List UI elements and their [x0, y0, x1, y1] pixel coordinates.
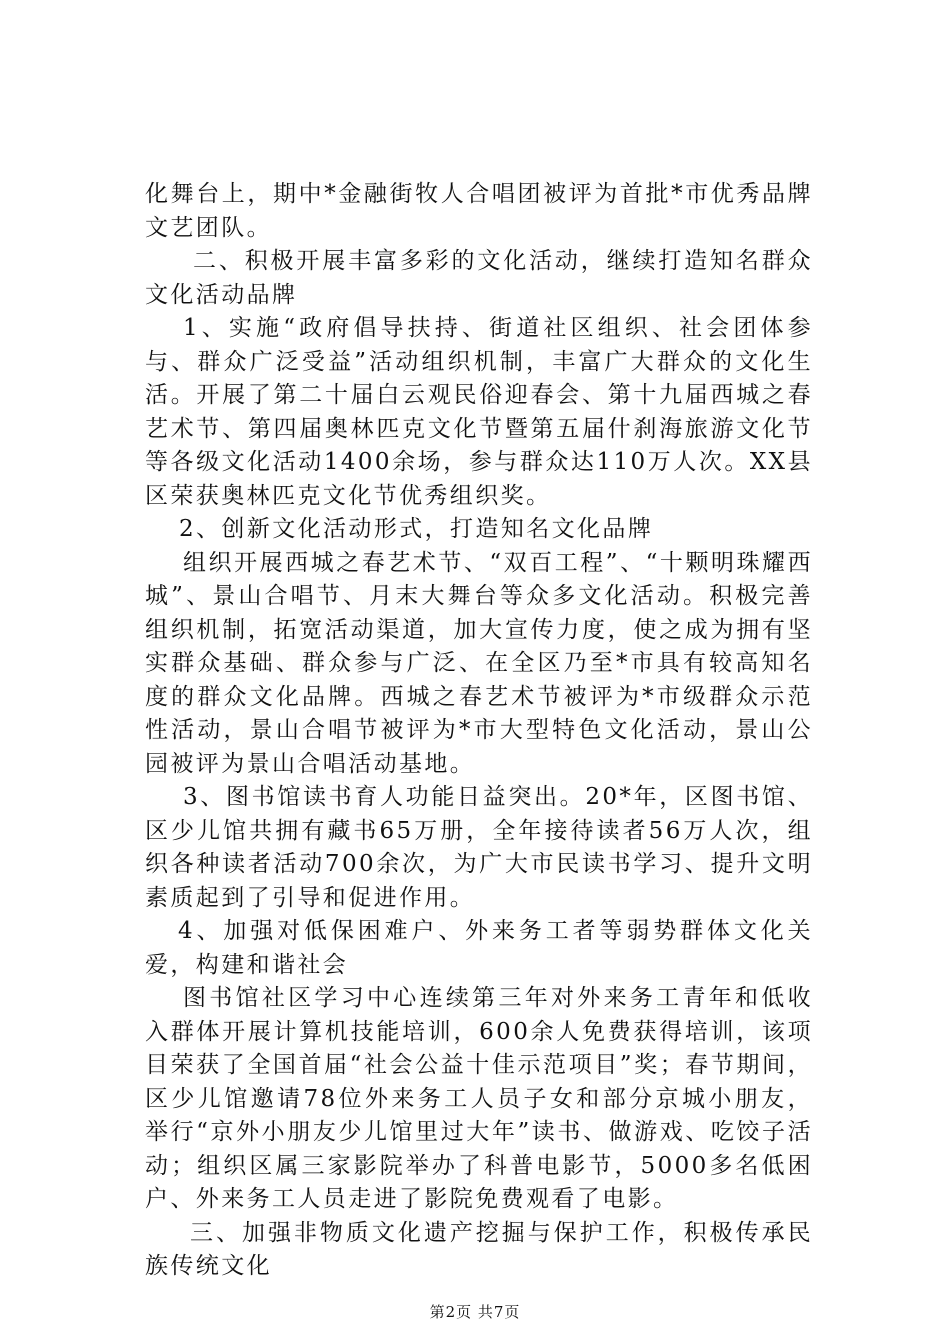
paragraph-item-2-body: 组织开展西城之春艺术节、“双百工程”、“十颗明珠耀西城”、景山合唱节、月末大舞台等众多文化活动。积极完善组织机制，拓宽活动渠道，加大宣传力度，使之成为拥有坚实群众基础、群众参与广泛、在全区乃至*市具有较高知名度的群众文化品牌。西城之春艺术节被评为*市级群众示范性活动，景山合唱节被评为*市大型特色文化活动，景山公园被评为景山合唱活动基地。 — [145, 549, 813, 777]
paragraph-item-2-heading: 2、创新文化活动形式，打造知名文化品牌 — [179, 516, 654, 542]
paragraph-item-3: 3、图书馆读书育人功能日益突出。20*年，区图书馆、区少儿馆共拥有藏书65万册，全年接待读者56万人次，组织各种读者活动700余次，为广大市民读书学习、提升文明素质起到了引导和促进作用。 — [145, 784, 813, 911]
paragraph-item-4-body: 图书馆社区学习中心连续第三年对外来务工青年和低收入群体开展计算机技能培训，600余人免费获得培训，该项目荣获了全国首届“社会公益十佳示范项目”奖；春节期间，区少儿馆邀请78位外来务工人员子女和部分京城小朋友，举行“京外小朋友少儿馆里过大年”读书、做游戏、吃饺子活动；组织区属三家影院举办了科普电影节，5000多名低困户、外来务工人员走进了影院免费观看了电影。 — [145, 985, 813, 1212]
document-body — [145, 178, 813, 1284]
paragraph-item-4-heading: 4、加强对低保困难户、外来务工者等弱势群体文化关爱，构建和谐社会 — [145, 918, 813, 978]
section-heading-2: 二、积极开展丰富多彩的文化活动，继续打造知名群众文化活动品牌 — [145, 248, 813, 308]
section-heading-3: 三、加强非物质文化遗产挖掘与保护工作，积极传承民族传统文化 — [145, 1219, 813, 1279]
page-number-footer: 第2页 共7页 — [429, 1303, 521, 1321]
paragraph-continuation: 化舞台上，期中*金融街牧人合唱团被评为首批*市优秀品牌文艺团队。 — [145, 181, 813, 241]
paragraph-item-1: 1、实施“政府倡导扶持、街道社区组织、社会团体参与、群众广泛受益”活动组织机制，丰富广大群众的文化生活。开展了第二十届白云观民俗迎春会、第十九届西城之春艺术节、第四届奥林匹克文化节暨第五届什刹海旅游文化节等各级文化活动1400余场，参与群众达110万人次。XX县区荣获奥林匹克文化节优秀组织奖。 — [145, 315, 813, 509]
